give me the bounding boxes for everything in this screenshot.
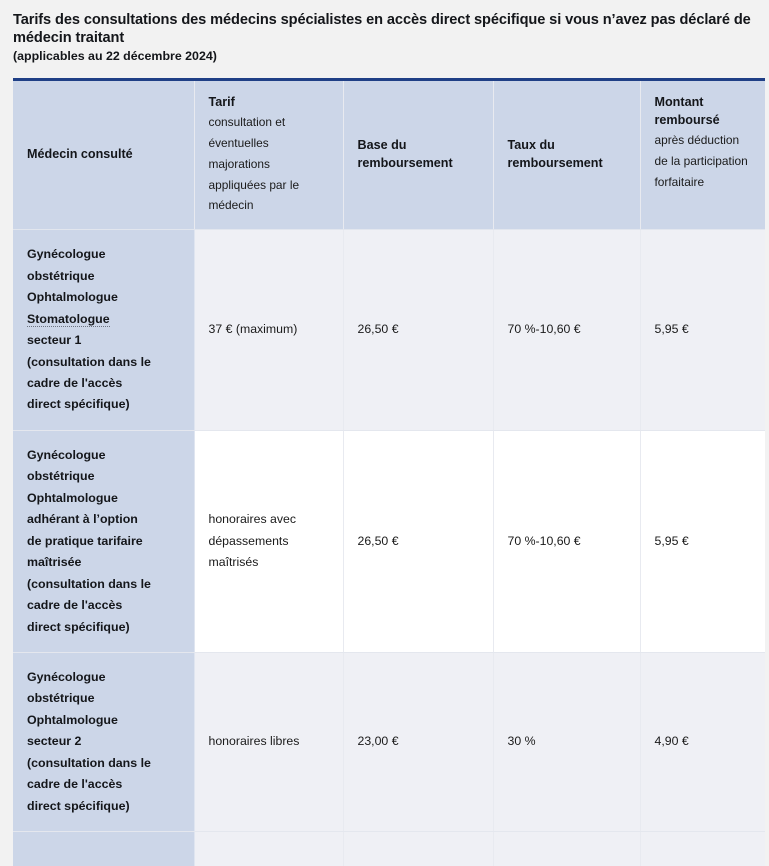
table-row — [13, 230, 765, 431]
column-header-tarif-label: Tarif — [208, 95, 235, 110]
cell-taux: 70 %-10,60 € — [493, 430, 640, 652]
row-header-line: cadre de l'accès — [27, 598, 123, 613]
row-header-line: secteur 1 — [27, 333, 82, 348]
table-body — [13, 230, 765, 866]
row-header-line: (consultation dans le — [27, 576, 151, 591]
row-header-medecin — [13, 652, 194, 831]
row-header-line: cadre de l'accès — [27, 375, 123, 390]
row-header-line: obstétrique — [27, 469, 95, 484]
table-header-row — [13, 81, 765, 230]
column-header-base — [343, 81, 493, 230]
row-header-line: obstétrique — [27, 268, 95, 283]
table-row — [13, 430, 765, 652]
table-cell-partial — [13, 832, 194, 866]
row-header-line: de pratique tarifaire — [27, 533, 143, 548]
cell-tarif: 37 € (maximum) — [194, 230, 343, 431]
column-header-tarif-sub: consultation et éventuelles majorations appliquées par le médecin — [208, 115, 300, 213]
row-header-line: cadre de l'accès — [27, 777, 123, 792]
table-cell-partial — [640, 832, 765, 866]
cell-tarif: honoraires avec dépassements maîtrisés — [194, 430, 343, 652]
row-header-line: direct spécifique) — [27, 619, 130, 634]
tarifs-table-container — [13, 78, 765, 866]
cell-taux: 30 % — [493, 652, 640, 831]
row-header-line: Ophtalmologue — [27, 290, 118, 305]
row-header-line: (consultation dans le — [27, 755, 151, 770]
row-header-line: Ophtalmologue — [27, 712, 118, 727]
abbreviation-stomatologue[interactable]: Stomatologue — [27, 311, 110, 326]
cell-taux: 70 %-10,60 € — [493, 230, 640, 431]
column-header-tarif — [194, 81, 343, 230]
row-header-line: Gynécologue — [27, 447, 106, 462]
tarifs-table — [13, 81, 765, 866]
cell-base: 26,50 € — [343, 230, 493, 431]
column-header-montant-sub: après déduction de la participation forfaitaire — [654, 133, 748, 189]
cell-base: 26,50 € — [343, 430, 493, 652]
column-header-base-label: Base du remboursement — [357, 138, 453, 171]
cell-montant: 4,90 € — [640, 652, 765, 831]
row-header-line: Ophtalmologue — [27, 490, 118, 505]
table-cell-partial — [343, 832, 493, 866]
cell-montant: 5,95 € — [640, 430, 765, 652]
row-header-line: maîtrisée — [27, 555, 82, 570]
cell-base: 23,00 € — [343, 652, 493, 831]
row-header-line: direct spécifique) — [27, 397, 130, 412]
row-header-medecin — [13, 230, 194, 431]
row-header-line: (consultation dans le — [27, 354, 151, 369]
column-header-montant-label: Montant remboursé — [654, 95, 720, 128]
table-row-partial — [13, 832, 765, 866]
column-header-taux-label: Taux du remboursement — [507, 138, 603, 171]
table-row — [13, 652, 765, 831]
page-subtitle: (applicables au 22 décembre 2024) — [13, 48, 217, 63]
row-header-line: Gynécologue — [27, 669, 106, 684]
row-header-line: Gynécologue — [27, 247, 106, 262]
table-header — [13, 81, 765, 230]
row-header-medecin — [13, 430, 194, 652]
page-title: Tarifs des consultations des médecins spécialistes en accès direct spécifique si vous n’avez pas déclaré de médecin traitant — [13, 12, 751, 47]
row-header-line: adhérant à l’option — [27, 512, 138, 527]
row-header-line: direct spécifique) — [27, 798, 130, 813]
row-header-line: obstétrique — [27, 691, 95, 706]
column-header-taux — [493, 81, 640, 230]
column-header-montant — [640, 81, 765, 230]
title-block — [0, 0, 769, 64]
row-header-line: secteur 2 — [27, 734, 82, 749]
column-header-medecin-label: Médecin consulté — [27, 147, 133, 162]
cell-tarif: honoraires libres — [194, 652, 343, 831]
column-header-medecin — [13, 81, 194, 230]
cell-montant: 5,95 € — [640, 230, 765, 431]
table-cell-partial — [493, 832, 640, 866]
table-cell-partial — [194, 832, 343, 866]
